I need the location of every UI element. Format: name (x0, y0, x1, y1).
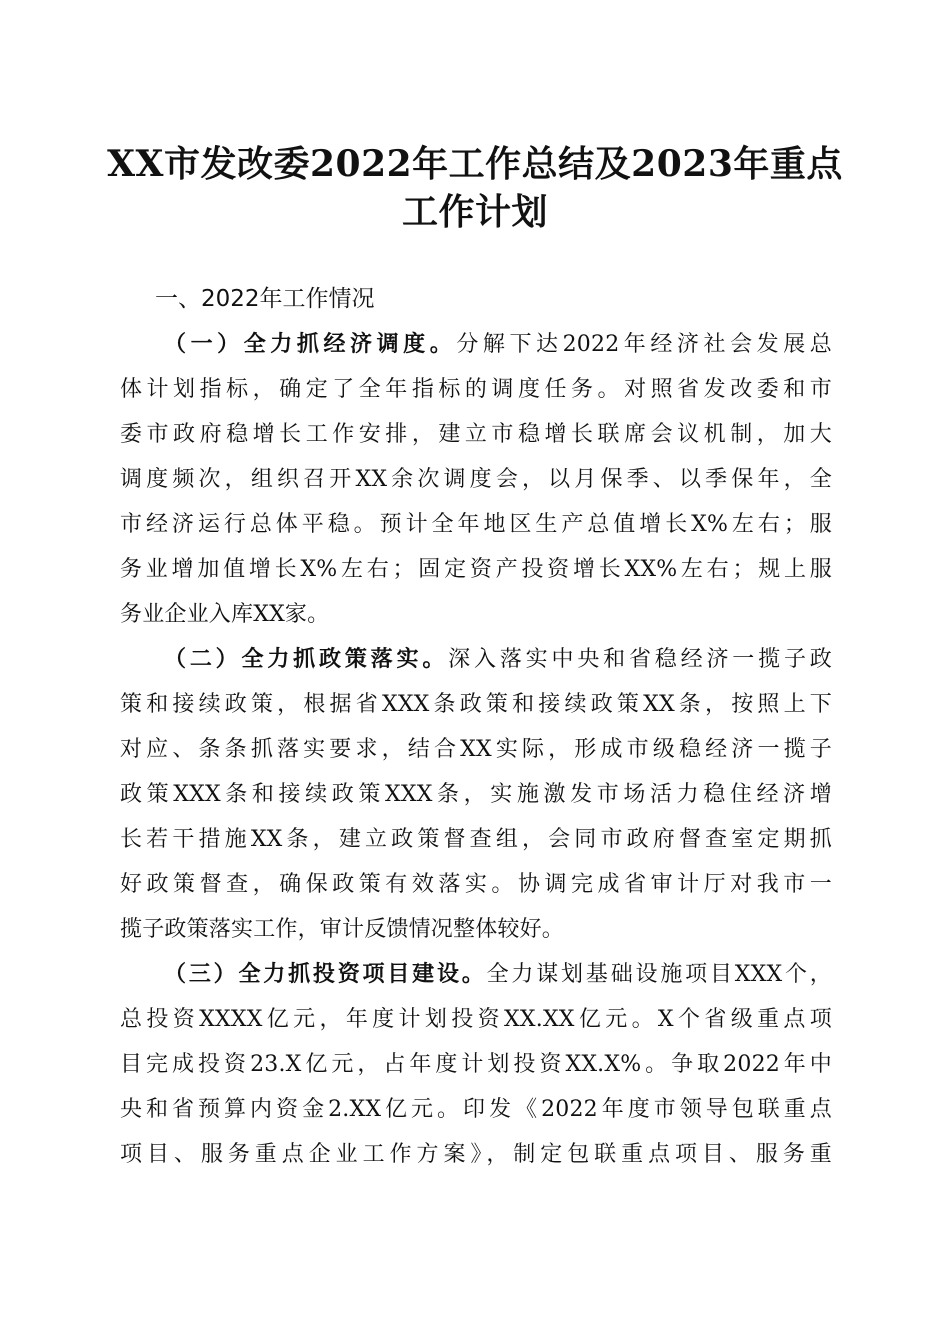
title-line-1: XX市发改委2022年工作总结及2023年重点 (107, 143, 843, 185)
paragraph-3-line: 项目、服务重点企业工作方案》，制定包联重点项目、服务重 (120, 1142, 832, 1167)
paragraph-2-line: 政策XXX条和接续政策XXX条，实施激发市场活力稳住经济增 (120, 782, 832, 807)
paragraph-3-line (120, 952, 832, 997)
paragraph-3-line: 目完成投资23.X亿元，占年度计划投资XX.X%。争取2022年中 (120, 1052, 832, 1077)
paragraph-3-text: 全力谋划基础设施项目XXX个， (486, 962, 832, 987)
paragraph-1-line: 市经济运行总体平稳。预计全年地区生产总值增长X%左右；服 (120, 512, 832, 537)
document-title (0, 140, 950, 236)
paragraph-1-lead: （一）全力抓经济调度。 (164, 331, 457, 357)
paragraph-1-line: 体计划指标，确定了全年指标的调度任务。对照省发改委和市 (120, 377, 832, 402)
paragraph-1-line: 务业企业入库XX家。 (120, 602, 330, 627)
paragraph-2-text: 深入落实中央和省稳经济一揽子政 (448, 647, 832, 672)
document-body (120, 322, 832, 1177)
paragraph-1-line: 调度频次，组织召开XX余次调度会，以月保季、以季保年，全 (120, 467, 832, 492)
paragraph-2-line: 对应、条条抓落实要求，结合XX实际，形成市级稳经济一揽子 (120, 737, 832, 762)
paragraph-1-line: 务业增加值增长X%左右；固定资产投资增长XX%左右；规上服 (120, 557, 832, 582)
paragraph-1-line: 委市政府稳增长工作安排，建立市稳增长联席会议机制，加大 (120, 422, 832, 447)
paragraph-2-line (120, 637, 832, 682)
paragraph-2-lead: （二）全力抓政策落实。 (164, 646, 449, 672)
section-heading-1: 一、2022年工作情况 (155, 286, 375, 312)
paragraph-1-line (120, 322, 832, 367)
title-line-2: 工作计划 (401, 191, 548, 233)
paragraph-2-line: 揽子政策落实工作，审计反馈情况整体较好。 (120, 917, 565, 942)
paragraph-1-text: 分解下达2022年经济社会发展总 (456, 332, 832, 357)
paragraph-3-line: 央和省预算内资金2.XX亿元。印发《2022年度市领导包联重点 (120, 1097, 832, 1122)
paragraph-3-lead: （三）全力抓投资项目建设。 (164, 961, 487, 987)
paragraph-2-line: 策和接续政策，根据省XXX条政策和接续政策XX条，按照上下 (120, 692, 832, 717)
paragraph-3-line: 总投资XXXX亿元，年度计划投资XX.XX亿元。X个省级重点项 (120, 1007, 832, 1032)
paragraph-2-line: 好政策督查，确保政策有效落实。协调完成省审计厅对我市一 (120, 872, 832, 897)
paragraph-2-line: 长若干措施XX条，建立政策督查组，会同市政府督查室定期抓 (120, 827, 832, 852)
